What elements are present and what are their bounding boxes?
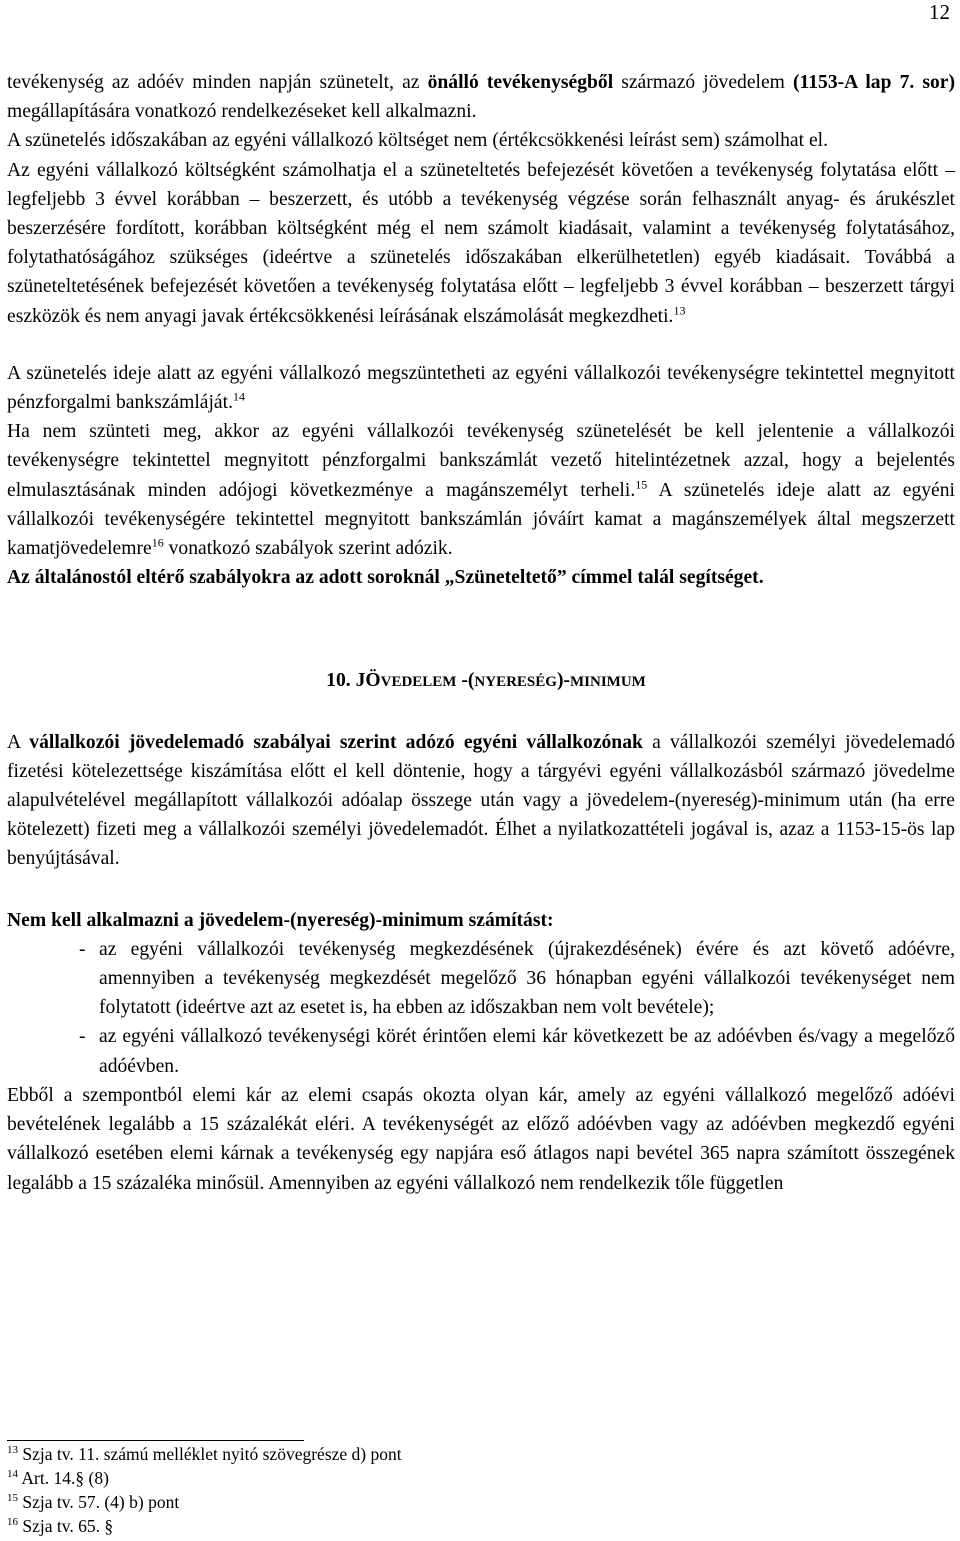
heading-word-2: NYERESÉG bbox=[474, 674, 557, 691]
paragraph-6-bold bbox=[7, 563, 955, 592]
p1-text-e: megállapítására vonatkozó rendelkezéseket kell alkalmazni. bbox=[7, 101, 477, 123]
section-paragraph-1 bbox=[7, 728, 955, 874]
spacer bbox=[7, 331, 955, 359]
footnote-divider bbox=[7, 1440, 304, 1441]
spacer bbox=[7, 874, 955, 906]
p1-text-c: származó jövedelem bbox=[613, 72, 794, 93]
bullet-list bbox=[7, 935, 955, 1081]
section-paragraph-3: Ebből a szempontból elemi kár az elemi csapás okozta olyan kár, amely az egyéni vállalkozó megelőző adóévi bevételének legalább a 15 százalékát eléri. A tevékenységét az előző adóévben vagy az adóévben megkezdő egyéni vállalkozó esetében elemi kárnak a tevékenység egy napjára eső átlagos napi bevétel 365 napra számított összegének legalább a 15 százaléka minősül. Amennyiben az egyéni vállalkozó nem rendelkezik tőle független bbox=[7, 1084, 955, 1194]
paragraph-5 bbox=[7, 417, 955, 563]
p1-bold-income: önálló tevékenységből bbox=[427, 72, 614, 93]
list-item bbox=[7, 1022, 955, 1080]
s1-bold-text: vállalkozói jövedelemadó szabályai szerint adózó egyéni vállalkozónak bbox=[29, 731, 643, 753]
heading-sep-2: )- bbox=[556, 670, 570, 692]
footnote-14 bbox=[7, 1466, 907, 1490]
section-heading bbox=[7, 666, 955, 697]
s2-bold-heading: Nem kell alkalmazni a jövedelem-(nyereség)-minimum számítást: bbox=[7, 909, 554, 931]
footnote-ref-14[interactable]: 14 bbox=[232, 389, 245, 404]
heading-o: Ö bbox=[365, 670, 381, 692]
footnote-number: 15 bbox=[7, 1492, 18, 1505]
footnote-ref-16[interactable]: 16 bbox=[151, 535, 164, 550]
heading-number: 10. J bbox=[326, 670, 366, 692]
footnote-number: 13 bbox=[7, 1444, 18, 1457]
p1-text-a: tevékenység az adóév minden napján szünetelt, az bbox=[7, 72, 428, 93]
s1-text-c: a vállalkozói személyi jövedelemadó fizetési kötelezettsége kiszámítása előtt el kell döntenie, hogy a tárgyévi egyéni vállalkozásból származó jövedelme alapulvételével megállapított vállalkozói adóalap összege után vagy a jövedelem-(nyereség)-minimum után (ha erre kötelezett) fizeti meg a vállalkozói személyi jövedelemadót. Élhet a nyilatkozattételi jogával is, azaz a 1153-15-ös lap benyújtásával. bbox=[7, 731, 956, 870]
paragraph-4 bbox=[7, 359, 955, 417]
footnote-16 bbox=[7, 1514, 907, 1538]
footnote-15 bbox=[7, 1490, 907, 1514]
bullet-dash: - bbox=[79, 938, 86, 960]
spacer bbox=[7, 592, 955, 666]
heading-word-3: MINIMUM bbox=[570, 674, 646, 691]
document-body bbox=[7, 68, 955, 1198]
footnote-text: Szja tv. 11. számú melléklet nyitó szövegrésze d) pont bbox=[22, 1444, 402, 1464]
footnote-ref-13[interactable]: 13 bbox=[673, 303, 686, 318]
list-item bbox=[7, 935, 955, 1023]
heading-word-1: VEDELEM bbox=[380, 674, 457, 691]
section-subheading bbox=[7, 906, 955, 935]
p6-bold-text: Az általánostól eltérő szabályokra az adott soroknál „Szüneteltető” címmel talál segítséget. bbox=[7, 567, 764, 589]
s1-text-a: A bbox=[7, 731, 30, 753]
footnote-number: 16 bbox=[7, 1516, 18, 1529]
heading-sep-1: -( bbox=[456, 670, 475, 692]
p5-text-b: A szünetelés ideje alatt az egyéni vállalkozói tevékenységére tekintettel megnyitott bankszámlán jóváírt kamat a magánszemélyek által megszerzett kamatjövedelemre bbox=[7, 479, 955, 560]
footnotes bbox=[7, 1442, 907, 1538]
footnote-number: 14 bbox=[7, 1468, 18, 1481]
spacer bbox=[7, 698, 955, 728]
paragraph-3 bbox=[7, 156, 955, 331]
footnote-text: Szja tv. 65. § bbox=[22, 1516, 114, 1536]
paragraph-1 bbox=[7, 68, 955, 126]
footnote-ref-15[interactable]: 15 bbox=[635, 477, 648, 492]
p1-bold-line-ref: (1153-A lap 7. sor) bbox=[793, 72, 955, 93]
list-item-text: az egyéni vállalkozó tevékenységi körét érintően elemi kár következett be az adóévben és/vagy a megelőző adóévben. bbox=[99, 1026, 955, 1077]
paragraph-2: A szünetelés időszakában az egyéni vállalkozó költséget nem (értékcsökkenési leírást sem) számolhat el. bbox=[7, 130, 829, 152]
list-item-text: az egyéni vállalkozói tevékenység megkezdésének (újrakezdésének) évére és azt követő adóévre, amennyiben a tevékenység megkezdését megelőző 36 hónapban egyéni vállalkozói tevékenységet nem folytatott (ideértve azt az esetet is, ha ebben az időszakban nem volt bevétele); bbox=[99, 938, 955, 1019]
bullet-dash: - bbox=[79, 1026, 86, 1048]
footnote-text: Art. 14.§ (8) bbox=[21, 1468, 109, 1488]
p3-text: Az egyéni vállalkozó költségként számolhatja el a szüneteltetés befejezését követően a tevékenység folytatása előtt – legfeljebb 3 évvel korábban – beszerzett, és utóbb a tevékenység végzése során felhasznált anyag- és árukészlet beszerzésére fordított, korábban költségként még el nem számolt kiadásait, valamint a tevékenység folytatásához, folytathatóságához szükséges (ideértve a szünetelés időszakában elkerülhetetlen) egyéb kiadásait. Továbbá a szüneteltetésének befejezését követően a tevékenység folytatása előtt – legfeljebb 3 évvel korábban – beszerzett tárgyi eszközök és nem anyagi javak értékcsökkenési leírásának elszámolását megkezdheti. bbox=[7, 159, 955, 327]
footnote-text: Szja tv. 57. (4) b) pont bbox=[22, 1492, 180, 1512]
p5-text-a: Ha nem szünteti meg, akkor az egyéni vállalkozói tevékenység szünetelését be kell jelentenie a vállalkozói tevékenységre tekintettel megnyitott pénzforgalmi bankszámlát vezető hitelintézetnek azzal, hogy a bejelentés elmulasztásának minden adójogi következménye a magánszemélyt terheli. bbox=[7, 421, 955, 501]
p5-text-c: vonatkozó szabályok szerint adózik. bbox=[163, 538, 453, 560]
p4-text: A szünetelés ideje alatt az egyéni vállalkozó megszüntetheti az egyéni vállalkozói tevékenységre tekintettel megnyitott pénzforgalmi bankszámláját. bbox=[7, 362, 955, 414]
footnote-13 bbox=[7, 1442, 907, 1466]
page-number: 12 bbox=[929, 0, 950, 24]
